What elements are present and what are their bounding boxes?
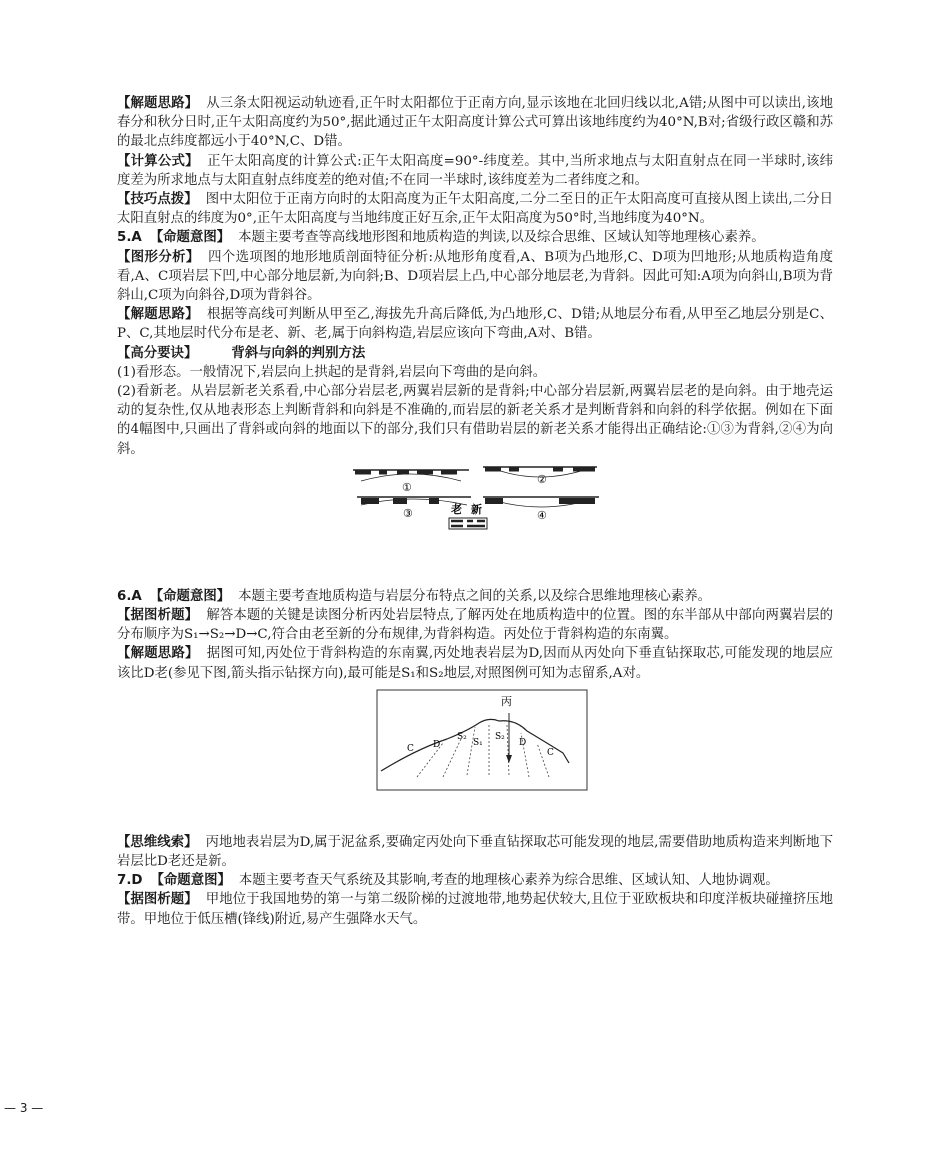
question-6-intent	[117, 587, 833, 606]
paragraph-solution-6	[117, 644, 833, 682]
key-points-title: 背斜与向斜的判别方法	[231, 345, 366, 361]
section-tag: 【解题思路】	[117, 96, 199, 111]
paragraph-formula	[117, 152, 833, 190]
paragraph-thinking-clue	[117, 833, 833, 871]
fold-label: ③	[403, 506, 413, 520]
paragraph-tips	[117, 190, 833, 228]
site-label: 丙	[501, 694, 512, 708]
paragraph-age	[117, 382, 833, 459]
paragraph-text: 正午太阳高度的计算公式:正午太阳高度=90°-纬度差。其中,当所求地点与太阳直射点在同一半球时,该纬度差为所求地点与太阳直射点纬度差的绝对值;不在同一半球时,该纬度差为二者纬度之和。	[117, 153, 833, 188]
question-number: 6.A	[117, 588, 142, 604]
layer-label: S₂	[457, 731, 467, 742]
section-tag: 【命题意图】	[149, 588, 231, 604]
fold-label: ②	[537, 472, 547, 486]
section-tag: 【图形分析】	[117, 249, 200, 265]
paragraph-map-analysis-6	[117, 606, 833, 644]
page-content	[117, 94, 833, 929]
layer-label: C	[547, 747, 554, 758]
fold-panel-4	[483, 497, 599, 522]
paragraph-figure-analysis	[117, 248, 833, 306]
section-tag: 【高分要诀】	[117, 345, 198, 361]
fold-diagram	[117, 463, 833, 543]
fold-label: ①	[402, 480, 412, 494]
paragraph-text: 本题主要考查天气系统及其影响,考查的地理核心素养为综合思维、区域认知、人地协调观。	[238, 873, 779, 889]
question-number: 5.A	[117, 230, 142, 246]
section-tag: 【据图析题】	[117, 892, 198, 908]
layer-label: S₁	[473, 737, 483, 748]
layer-label: D	[519, 737, 527, 748]
section-tag: 【命题意图】	[150, 873, 231, 889]
section-tag: 【据图析题】	[117, 608, 199, 624]
paragraph-text: 解答本题的关键是读图分析丙处岩层特点,了解丙处在地质构造中的位置。图的东半部从中部向两翼岩层的分布顺序为S₁→S₂→D→C,符合由老至新的分布规律,为背斜构造。丙处位于背斜构造的东南翼。	[117, 608, 833, 643]
paragraph-text: 甲地位于我国地势的第一与第二级阶梯的过渡地带,地势起伏较大,且位于亚欧板块和印度洋板块碰撞挤压地带。甲地位于低压槽(锋线)附近,易产生强降水天气。	[117, 892, 834, 927]
question-7-intent	[117, 871, 833, 890]
paragraph-shape	[117, 363, 833, 382]
spacer	[117, 795, 833, 833]
fold-panel-2	[483, 467, 597, 486]
legend-old: 老	[451, 502, 462, 516]
spacer	[117, 545, 833, 587]
paragraph-text: 根据等高线可判断从甲至乙,海拔先升高后降低,为凸地形,C、D错;从地层分布看,从甲至乙地层分别是C、P、C,其地层时代分布是老、新、老,属于向斜构造,岩层应该向下弯曲,A对、B错。	[117, 307, 834, 342]
paragraph-text: 本题主要考查等高线地形图和地质构造的判读,以及综合思维、区域认知等地理核心素养。	[238, 230, 765, 246]
paragraph-text: 据图可知,丙处位于背斜构造的东南翼,丙处地表岩层为D,因而从丙处向下垂直钻探取芯,可能发现的地层应该比D老(参见下图,箭头指示钻探方向),最可能是S₁和S₂地层,对照图例可知为志留系,A对。	[117, 646, 834, 681]
paragraph-solution-5	[117, 305, 833, 343]
layer-label: C	[407, 743, 414, 754]
question-5-intent	[117, 228, 833, 247]
page-number: — 3 —	[4, 1101, 44, 1115]
cross-section-diagram	[117, 689, 833, 793]
paragraph-text: 图中太阳位于正南方向时的太阳高度为正午太阳高度,二分二至日的正午太阳高度可直接从图上读出,二分日太阳直射点的纬度为0°,正午太阳高度与当地纬度正好互余,正午太阳高度为50°时,当地纬度为40°N。	[117, 192, 834, 227]
fold-diagram-svg	[117, 463, 833, 543]
paragraph-solution-1	[117, 94, 833, 152]
paragraph-key-points	[117, 344, 833, 363]
layer-label: D	[433, 739, 441, 750]
paragraph-text: 四个选项图的地形地质剖面特征分析:从地形角度看,A、B项为凸地形,C、D项为凹地形;从地质构造角度看,A、C项岩层下凹,中心部分地层新,为向斜;B、D项岩层上凸,中心部分地层老,为背斜。因此可知:A项为向斜山,B项为背斜山,C项为向斜谷,D项为背斜谷。	[117, 249, 834, 304]
fold-panel-1	[353, 470, 469, 494]
cross-section-svg	[117, 689, 833, 793]
paragraph-text: (2)看新老。从岩层新老关系看,中心部分岩层老,两翼岩层新的是背斜;中心部分岩层新,两翼岩层老的是向斜。由于地壳运动的复杂性,仅从地表形态上判断背斜和向斜是不准确的,而岩层的新老关系才是判断背斜和向斜的科学依据。例如在下面的4幅图中,只画出了背斜或向斜的地面以下的部分,我们只有借助岩层的新老关系才能得出正确结论:①③为背斜,②④为向斜。	[117, 384, 833, 457]
section-tag: 【解题思路】	[117, 646, 199, 662]
paragraph-text: 本题主要考查地质构造与岩层分布特点之间的关系,以及综合思维地理核心素养。	[238, 588, 712, 604]
paragraph-text: 丙地地表岩层为D,属于泥盆系,要确定丙处向下垂直钻探取芯可能发现的地层,需要借助地质构造来判断地下岩层比D老还是新。	[117, 834, 834, 870]
section-tag: 【解题思路】	[117, 307, 199, 323]
section-tag: 【技巧点拨】	[117, 192, 198, 208]
layer-label: S₂	[495, 731, 505, 742]
section-tag: 【命题意图】	[149, 230, 231, 246]
paragraph-text: 从三条太阳视运动轨迹看,正午时太阳都位于正南方向,显示该地在北回归线以北,A错;从图中可以读出,该地春分和秋分日时,正午太阳高度约为50°,据此通过正午太阳高度计算公式可算出该地纬度约为40°N,B对;省级行政区赣和苏的最北点纬度都远小于40°N,C、D错。	[117, 96, 833, 150]
paragraph-map-analysis-7	[117, 890, 833, 928]
legend-new: 新	[471, 502, 482, 516]
section-tag: 【思维线索】	[117, 834, 198, 850]
fold-legend	[449, 502, 487, 529]
paragraph-text: (1)看形态。一般情况下,岩层向上拱起的是背斜,岩层向下弯曲的是向斜。	[117, 364, 547, 380]
question-number: 7.D	[117, 873, 143, 889]
fold-label: ④	[537, 508, 547, 522]
section-tag: 【计算公式】	[117, 153, 199, 169]
